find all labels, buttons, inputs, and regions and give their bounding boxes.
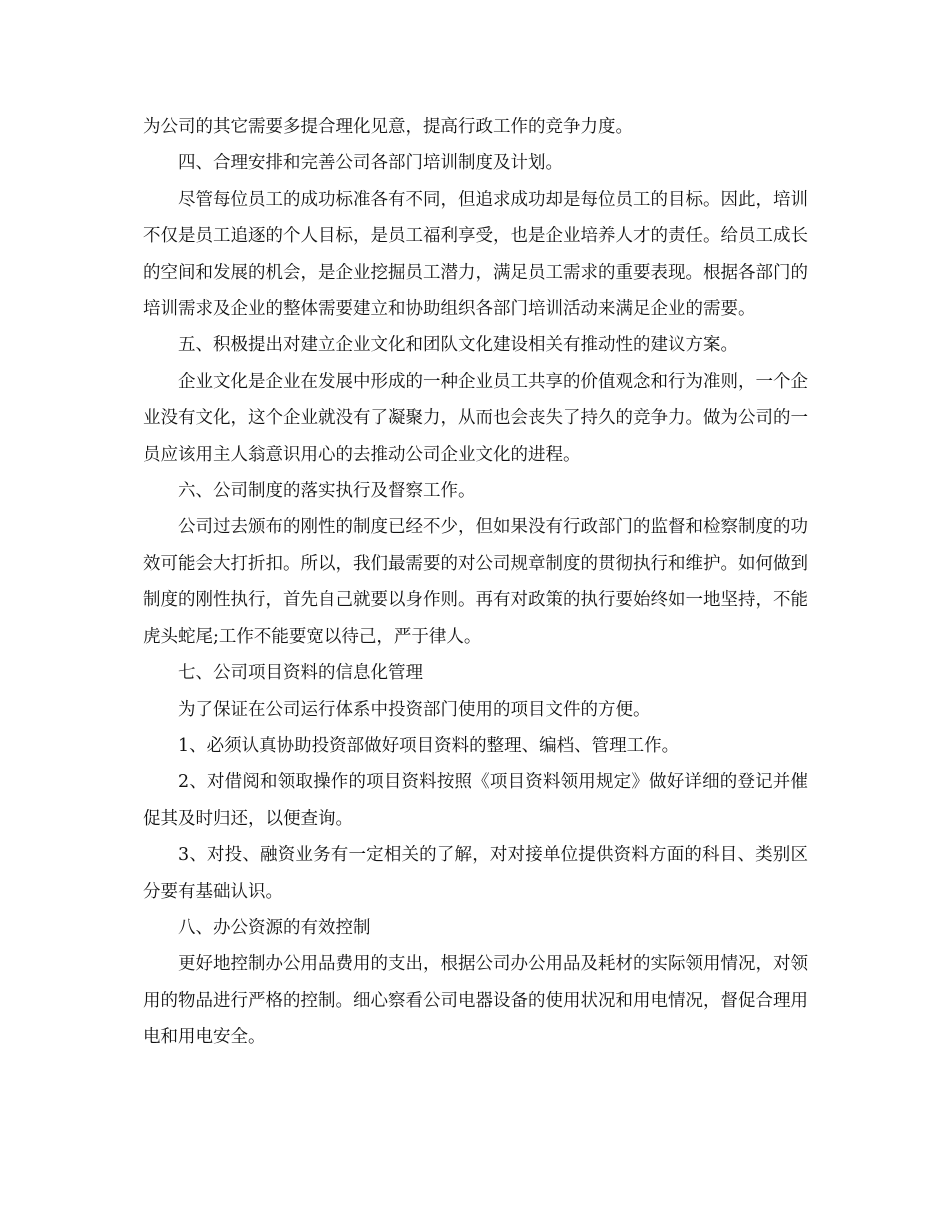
list-item: 3、对投、融资业务有一定相关的了解，对对接单位提供资料方面的科目、类别区分要有基础认识。 — [143, 845, 808, 902]
paragraph: 公司过去颁布的刚性的制度已经不少，但如果没有行政部门的监督和检察制度的功效可能会大打折扣。所以，我们最需要的对公司规章制度的贯彻执行和维护。如何做到制度的刚性执行，首先自己就要以身作则。再有对政策的执行要始终如一地坚持，不能虎头蛇尾;工作不能要宽以待己，严于律人。 — [143, 517, 808, 647]
list-item: 2、对借阅和领取操作的项目资料按照《项目资料领用规定》做好详细的登记并催促其及时归还，以便查询。 — [143, 772, 808, 829]
section-heading-project-data: 七、公司项目资料的信息化管理 — [178, 663, 423, 684]
section-heading-training: 四、合理安排和完善公司各部门培训制度及计划。 — [178, 153, 563, 174]
paragraph: 更好地控制办公用品费用的支出，根据公司办公用品及耗材的实际领用情况，对领用的物品进行严格的控制。细心察看公司电器设备的使用状况和用电情况，督促合理用电和用电安全。 — [143, 954, 808, 1048]
list-item: 1、必须认真协助投资部做好项目资料的整理、编档、管理工作。 — [178, 735, 680, 756]
paragraph: 尽管每位员工的成功标准各有不同，但追求成功却是每位员工的目标。因此，培训不仅是员工追逐的个人目标，是员工福利享受，也是企业培养人才的责任。给员工成长的空间和发展的机会，是企业挖掘员工潜力，满足员工需求的重要表现。根据各部门的培训需求及企业的整体需要建立和协助组织各部门培训活动来满足企业的需要。 — [143, 189, 808, 320]
document-body — [143, 109, 808, 1056]
paragraph: 为公司的其它需要多提合理化见意，提高行政工作的竞争力度。 — [143, 117, 633, 137]
section-heading-office-resources: 八、办公资源的有效控制 — [178, 917, 371, 938]
paragraph: 企业文化是企业在发展中形成的一种企业员工共享的价值观念和行为准则，一个企业没有文化，这个企业就没有了凝聚力，从而也会丧失了持久的竞争力。做为公司的一员应该用主人翁意识用心的去推动公司企业文化的进程。 — [143, 371, 808, 465]
paragraph: 为了保证在公司运行体系中投资部门使用的项目文件的方便。 — [178, 699, 651, 720]
section-heading-culture: 五、积极提出对建立企业文化和团队文化建设相关有推动性的建议方案。 — [178, 335, 738, 356]
section-heading-regulations: 六、公司制度的落实执行及督察工作。 — [178, 481, 476, 502]
